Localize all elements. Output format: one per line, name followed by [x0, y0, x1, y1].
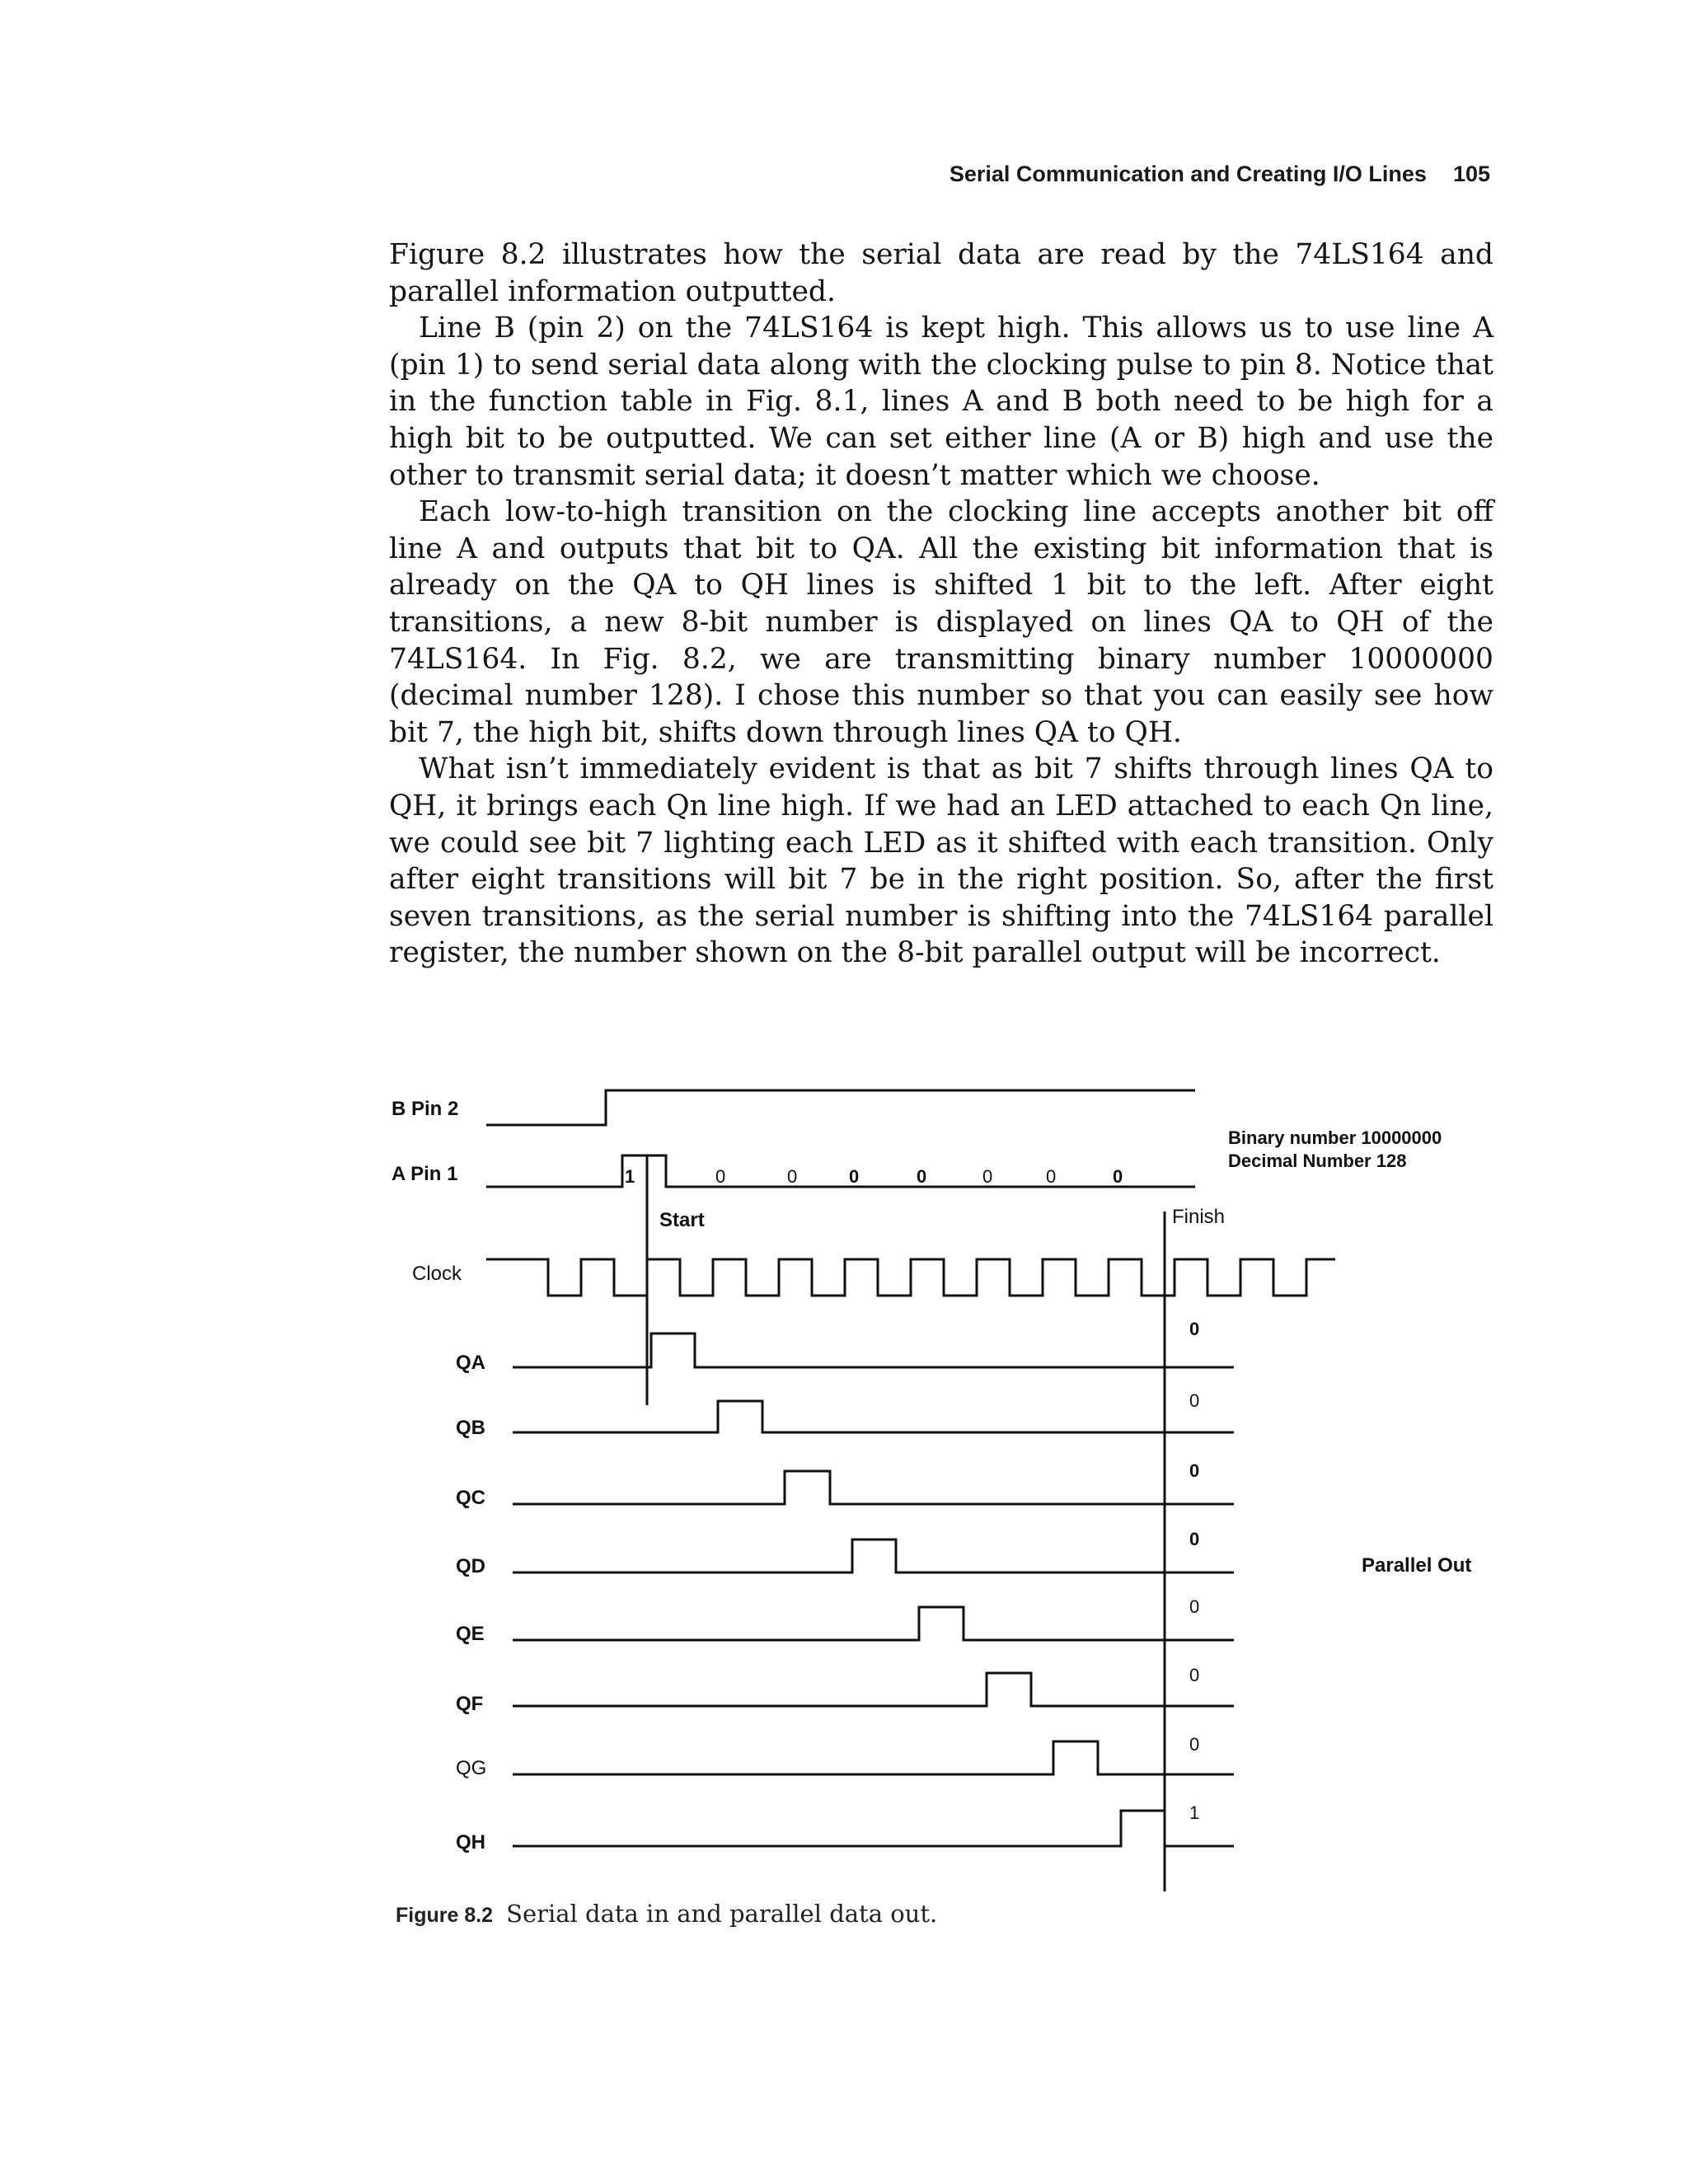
a-pin1-waveform: [486, 1155, 1195, 1187]
serial-bit-2: 0: [787, 1166, 798, 1187]
output-name-qe: QE: [456, 1623, 485, 1645]
qd-waveform: [513, 1540, 1234, 1572]
serial-bit-7: 0: [1113, 1166, 1123, 1187]
output-name-qc: QC: [456, 1487, 485, 1509]
paragraph-2: Line B (pin 2) on the 74LS164 is kept high. This allows us to use line A (pin 1) to send serial data along with the clocking pulse to pin 8. Notice that in the function table in Fig. 8.1, lines A and B both need to be high for a high bit to be outputted. We can set either line (A or B) high and use the other to transmit serial data; it doesn’t matter which we choose.: [389, 312, 1493, 492]
output-value-qf: 0: [1189, 1665, 1200, 1685]
parallel-out-label: Parallel Out: [1362, 1554, 1472, 1577]
caption-text: Serial data in and parallel data out.: [506, 1900, 938, 1928]
serial-bit-6: 0: [1046, 1166, 1057, 1187]
output-name-qh: QH: [456, 1831, 485, 1854]
decimal-note: Decimal Number 128: [1228, 1151, 1407, 1171]
paragraph-3: Each low-to-high transition on the clocking line accepts another bit off line A and outputs that bit to QA. All the existing bit information that is already on the QA to QH lines is shifted 1 bit to the left. After eight transitions, a new 8-bit number is displayed on lines QA to QH of the 74LS164. In Fig. 8.2, we are transmitting binary number 10000000 (decimal number 128). I chose this number so that you can easily see how bit 7, the high bit, shifts down through lines QA to QH.: [389, 495, 1493, 749]
start-label: Start: [659, 1209, 705, 1231]
paragraph-4: What isn’t immediately evident is that as bit 7 shifts through lines QA to QH, it brings each Qn line high. If we had an LED attached to each Qn line, we could see bit 7 lighting each LED as it shifted with each transition. Only after eight transitions will bit 7 be in the right position. So, after the first seven transitions, as the serial number is shifting into the 74LS164 parallel register, the number shown on the 8-bit parallel output will be incorrect.: [389, 752, 1493, 970]
output-value-qc: 0: [1189, 1460, 1200, 1481]
figure-caption: [396, 1900, 937, 1928]
running-title: Serial Communication and Creating I/O Lines: [949, 162, 1427, 186]
output-name-qg: QG: [456, 1757, 487, 1779]
qh-waveform: [513, 1811, 1234, 1846]
serial-bit-4: 0: [917, 1166, 927, 1187]
page-number: 105: [1452, 162, 1490, 186]
output-name-qd: QD: [456, 1555, 485, 1577]
serial-bit-5: 0: [982, 1166, 993, 1187]
clock-waveform: [486, 1259, 1335, 1296]
output-value-qb: 0: [1189, 1390, 1200, 1411]
caption-label: Figure 8.2: [396, 1904, 494, 1927]
output-value-qh: 1: [1189, 1802, 1200, 1823]
serial-bit-3: 0: [849, 1166, 860, 1187]
qf-waveform: [513, 1673, 1234, 1706]
output-name-qf: QF: [456, 1693, 484, 1715]
paragraph-1: Figure 8.2 illustrates how the serial data are read by the 74LS164 and parallel information outputted.: [389, 238, 1493, 308]
b-pin2-waveform: [486, 1090, 1195, 1125]
binary-note: Binary number 10000000: [1228, 1127, 1442, 1148]
serial-bit-1: 0: [715, 1166, 726, 1187]
serial-bit-0: 1: [625, 1166, 635, 1187]
output-name-qb: QB: [456, 1417, 485, 1439]
output-value-qd: 0: [1189, 1529, 1200, 1549]
output-value-qg: 0: [1189, 1734, 1200, 1755]
qa-waveform: [513, 1333, 1234, 1367]
qc-waveform: [513, 1471, 1234, 1504]
label-clock: Clock: [412, 1263, 462, 1285]
qb-waveform: [513, 1401, 1234, 1432]
label-a-pin1: A Pin 1: [392, 1163, 458, 1185]
output-name-qa: QA: [456, 1352, 485, 1374]
qg-waveform: [513, 1741, 1234, 1774]
finish-label: Finish: [1172, 1206, 1226, 1228]
qe-waveform: [513, 1607, 1234, 1640]
label-b-pin2: B Pin 2: [392, 1098, 459, 1120]
output-value-qa: 0: [1189, 1319, 1200, 1339]
output-value-qe: 0: [1189, 1596, 1200, 1617]
